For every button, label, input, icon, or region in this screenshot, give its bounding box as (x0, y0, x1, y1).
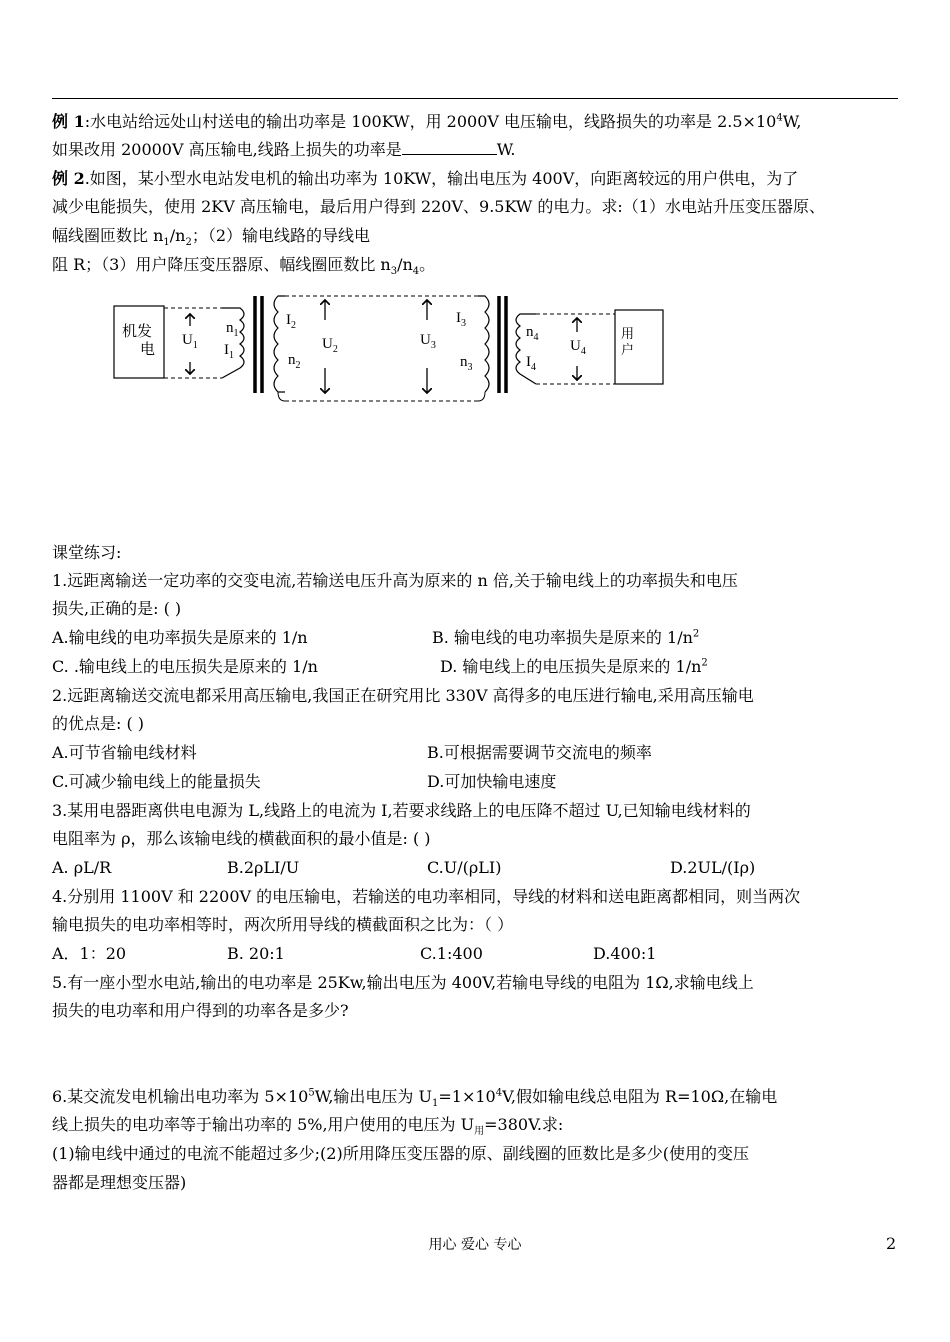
u1-label: $U_1$ (182, 332, 198, 351)
q2-option-a[interactable]: A.可节省输电线材料 (52, 743, 197, 762)
q6-line-1: 6.某交流发电机输出电功率为 $5\times 10^5W$,输出电压为 $U_1=1\times 10^4V$,假如输电线总电阻为 R=10Ω,在输电 (52, 1087, 778, 1110)
q6-line-4: 器都是理想变压器) (52, 1173, 187, 1192)
q4-line-1: 4.分别用 1100V 和 2200V 的电压输电，若输送的电功率相同，导线的材料和送电距离都相同，则当两次 (52, 887, 801, 906)
q2-option-c[interactable]: C.可减少输电线上的能量损失 (52, 772, 261, 791)
q1-option-d[interactable]: D. 输电线上的电压损失是原来的 $1/n^2$ (440, 657, 708, 676)
n1-label: $n_1$ (226, 320, 239, 339)
q3-option-d[interactable]: D.2UL/(Iρ) (670, 858, 756, 877)
u3-label: $U_3$ (420, 332, 436, 351)
transmission-circuit-diagram (100, 288, 680, 413)
q1-option-c[interactable]: C. .输电线上的电压损失是原来的 1/n (52, 657, 318, 676)
page-number: 2 (886, 1234, 897, 1253)
q4-option-c[interactable]: C.1:400 (420, 944, 483, 963)
q6-line-2: 线上损失的电功率等于输出功率的 5%,用户使用的电压为 $U_用=380V$.求: (52, 1115, 564, 1138)
q3-option-b[interactable]: B.2ρLI/U (227, 858, 300, 877)
q4-option-b[interactable]: B. 20:1 (227, 944, 285, 963)
example-2-line-4: 阻 R；（3）用户降压变压器原、幅线圈匝数比 $n_3/n_4$。 (52, 255, 436, 278)
i4-label: $I_4$ (526, 354, 536, 373)
q4-option-d[interactable]: D.400:1 (593, 944, 657, 963)
q5-line-2: 损失的电功率和用户得到的功率各是多少? (52, 1001, 349, 1020)
step-down-primary-coil (478, 296, 489, 392)
n4-label: $n_4$ (526, 324, 539, 343)
header-rule (52, 98, 898, 99)
q3-line-1: 3.某用电器距离供电电源为 L,线路上的电流为 I,若要求线路上的电压降不超过 U,已知输电线材料的 (52, 801, 751, 820)
q3-option-a[interactable]: A. ρL/R (52, 858, 112, 877)
example-2-line-1: 例 2.如图，某小型水电站发电机的输出功率为 10KW，输出电压为 400V，向距离较远的用户供电，为了 (52, 169, 799, 188)
q1-option-a[interactable]: A.输电线的电功率损失是原来的 1/n (52, 628, 308, 647)
page-footer: 用心 爱心 专心 (428, 1237, 522, 1253)
q1-line-1: 1.远距离输送一定功率的交变电流,若输送电压升高为原来的 n 倍,关于输电线上的功率损失和电压 (52, 571, 738, 590)
q4-line-2: 输电损失的电功率相等时，两次所用导线的横截面积之比为：（ ） (52, 915, 514, 934)
u4-label: $U_4$ (570, 338, 586, 357)
example-1-line-1: 例 1:水电站给远处山村送电的输出功率是 100KW，用 2000V 电压输电，线路损失的功率是 $2.5\times 10^4W$, (52, 112, 802, 131)
q2-line-1: 2.远距离输送交流电都采用高压输电,我国正在研究用比 330V 高得多的电压进行输电,采用高压输电 (52, 686, 754, 705)
q2-option-d[interactable]: D.可加快输电速度 (427, 772, 557, 791)
q2-option-b[interactable]: B.可根据需要调节交流电的频率 (427, 743, 652, 762)
q3-line-2: 电阻率为 ρ，那么该输电线的横截面积的最小值是: ( ) (52, 829, 431, 848)
q4-option-a[interactable]: A．1：20 (52, 944, 127, 963)
i2-label: $I_2$ (286, 312, 296, 331)
n2-label: $n_2$ (288, 352, 301, 371)
step-up-secondary-coil (274, 296, 285, 392)
q2-line-2: 的优点是: ( ) (52, 714, 145, 733)
n3-label: $n_3$ (460, 354, 473, 373)
practice-heading: 课堂练习: (52, 543, 122, 562)
u2-label: $U_2$ (322, 336, 338, 355)
q1-line-2: 损失,正确的是: ( ) (52, 599, 182, 618)
generator-label: 机发电 (122, 324, 156, 358)
example-2-line-3: 幅线圈匝数比 $n_1/n_2$；（2）输电线路的导线电 (52, 226, 371, 249)
user-label: 用户 (621, 326, 635, 357)
generator-box (114, 306, 164, 378)
example-2-line-2: 减少电能损失，使用 2KV 高压输电，最后用户得到 220V、9.5KW 的电力。求:（1）水电站升压变压器原、 (52, 197, 825, 216)
q1-option-b[interactable]: B. 输电线的电功率损失是原来的 $1/n^2$ (432, 628, 700, 647)
q5-line-1: 5.有一座小型水电站,输出的电功率是 25Kw,输出电压为 400V,若输电导线的电阻为 1Ω,求输电线上 (52, 973, 754, 992)
q6-line-3: (1)输电线中通过的电流不能超过多少;(2)所用降压变压器的原、副线圈的匝数比是多少(使用的变压 (52, 1144, 749, 1163)
i1-label: $I_1$ (224, 342, 234, 361)
q3-option-c[interactable]: C.U/(ρLI) (427, 858, 502, 877)
i3-label: $I_3$ (456, 310, 466, 329)
example-1-line-2: 如果改用 20000V 高压输电,线路上损失的功率是 W. (52, 140, 516, 159)
answer-blank[interactable] (402, 140, 497, 155)
